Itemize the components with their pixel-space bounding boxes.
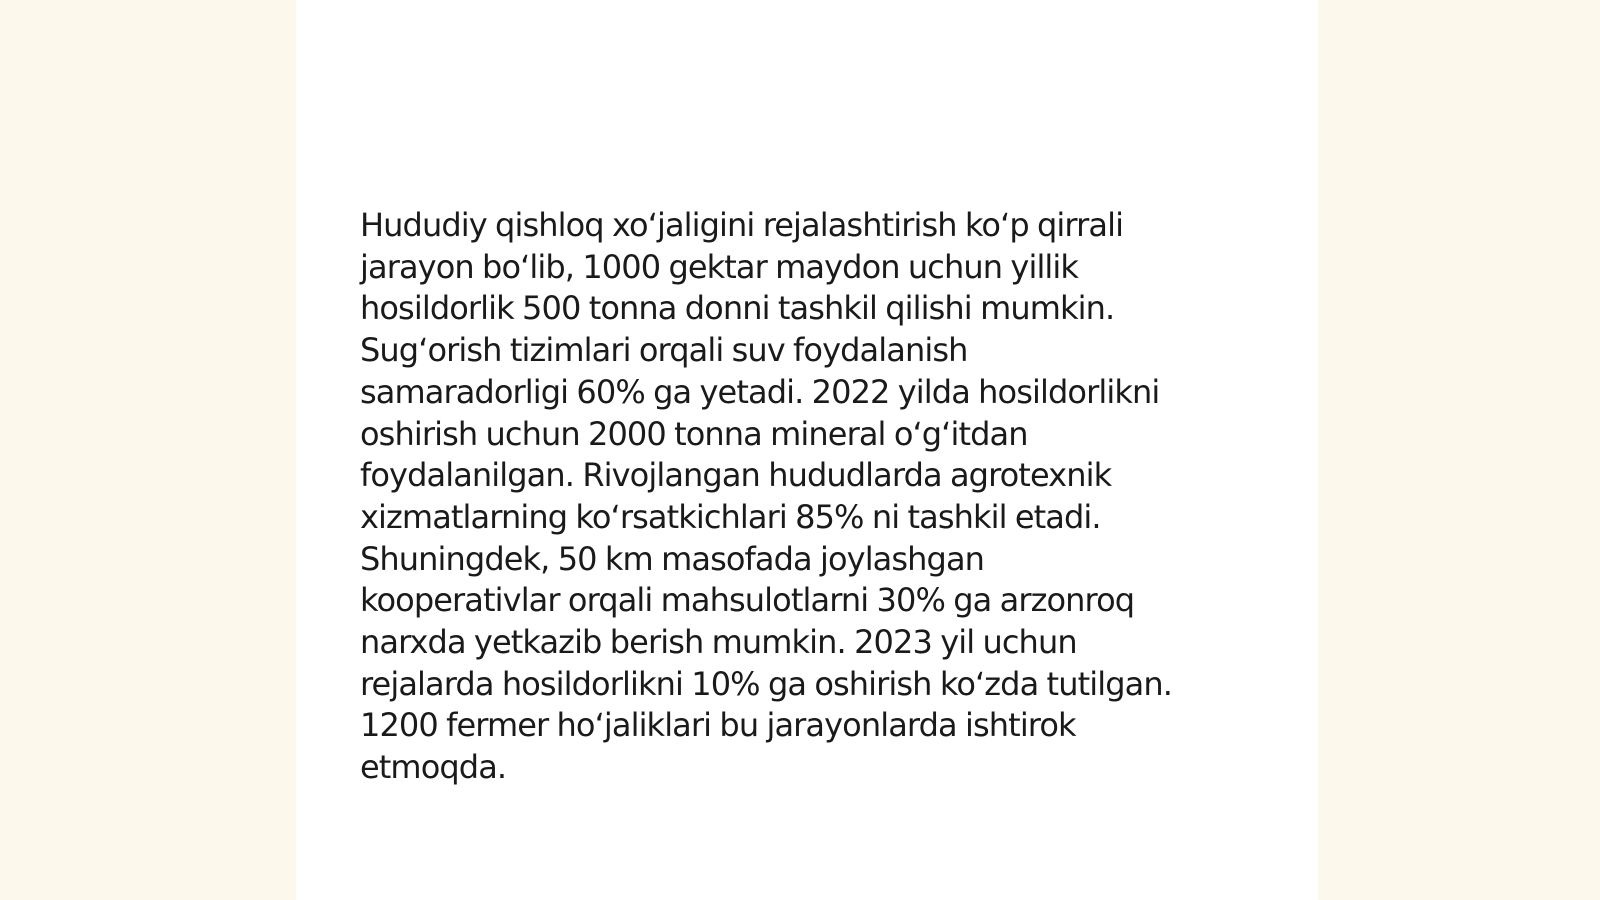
paragraph-line: Shuningdek, 50 km masofada joylashgan [360,539,985,578]
paragraph-line: rejalarda hosildorlikni 10% ga oshirish ko‘zda tutilgan. [360,664,1172,703]
paragraph-line: foydalanilgan. Rivojlangan hududlarda agrotexnik [360,456,1112,495]
paragraph-line: jarayon bo‘lib, 1000 gektar maydon uchun yillik [360,247,1079,286]
paragraph-line: 1200 fermer ho‘jaliklari bu jarayonlarda ishtirok [360,706,1076,745]
paragraph-line: hosildorlik 500 tonna donni tashkil qilishi mumkin. [360,289,1115,328]
paragraph-line: Hududiy qishloq xo‘jaligini rejalashtirish ko‘p qirrali [360,206,1124,244]
paragraph-line: Sug‘orish tizimlari orqali suv foydalanish [360,331,968,370]
paragraph-line: etmoqda. [360,748,507,787]
paragraph-line: oshirish uchun 2000 tonna mineral o‘g‘itdan [360,414,1028,453]
paragraph-line: xizmatlarning ko‘rsatkichlari 85% ni tashkil etadi. [360,497,1101,536]
document-page [296,0,1318,900]
body-paragraph [360,205,1260,789]
paragraph-line: samaradorligi 60% ga yetadi. 2022 yilda hosildorlikni [360,372,1160,411]
paragraph-line: narxda yetkazib berish mumkin. 2023 yil uchun [360,623,1077,662]
paragraph-line: kooperativlar orqali mahsulotlarni 30% ga arzonroq [360,581,1135,620]
